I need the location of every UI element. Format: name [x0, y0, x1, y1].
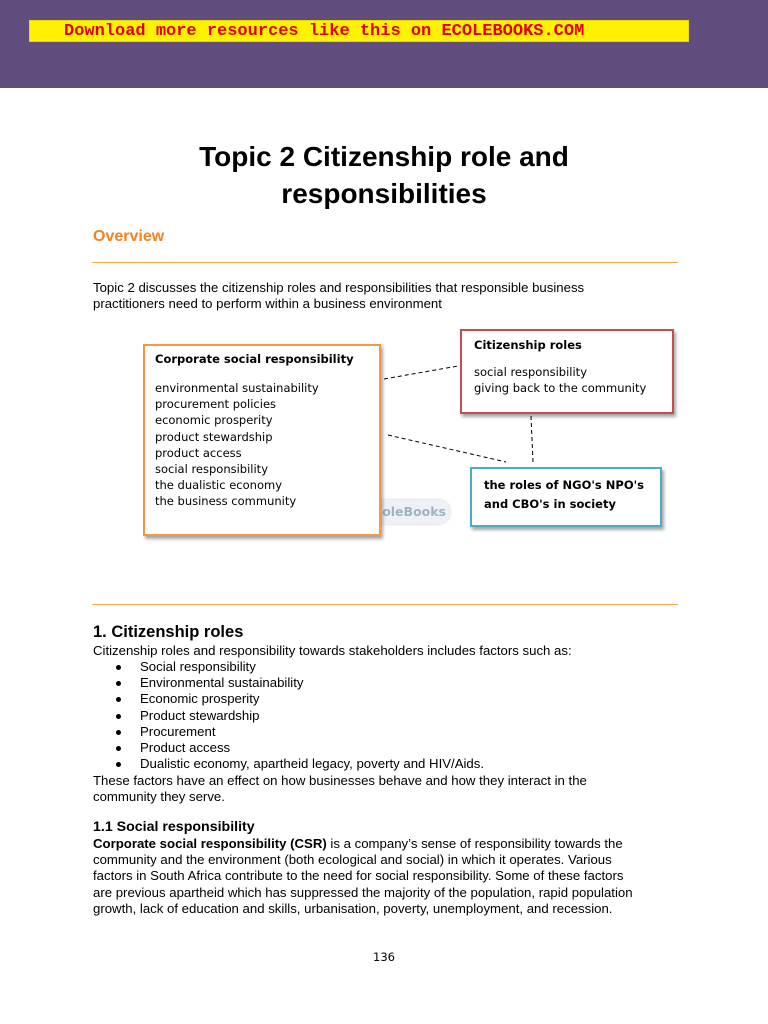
csr-item: social responsibility — [155, 462, 268, 477]
social-responsibility-heading: 1.1 Social responsibility — [93, 819, 255, 835]
csr-box — [143, 344, 381, 536]
citizenship-roles-heading: 1. Citizenship roles — [93, 623, 244, 641]
outro-line2: community they serve. — [93, 789, 225, 805]
list-item: Procurement — [93, 724, 484, 740]
citizenship-roles-item: giving back to the community — [474, 381, 647, 396]
connector-csr-ngo — [388, 435, 506, 462]
page-number: 136 — [373, 950, 395, 964]
overview-intro-line2: practitioners need to perform within a business environment — [93, 296, 442, 311]
csr-item: product access — [155, 445, 242, 460]
list-item: Economic prosperity — [93, 691, 484, 707]
overview-intro-line1: Topic 2 discusses the citizenship roles and responsibilities that responsible business — [93, 280, 585, 295]
csr-item: procurement policies — [155, 397, 277, 412]
list-item: Social responsibility — [93, 659, 484, 675]
csr-term: Corporate social responsibility (CSR) — [93, 836, 327, 851]
csr-item: the business community — [155, 494, 297, 509]
csr-box-title: Corporate social responsibility — [155, 352, 354, 366]
list-item: Product stewardship — [93, 708, 484, 724]
ecolebooks-watermark: oleBooks — [372, 500, 450, 524]
section-divider — [92, 604, 678, 605]
list-item: Environmental sustainability — [93, 675, 484, 691]
citizenship-factors-list — [93, 659, 484, 772]
ngo-roles-title-line2: and CBO's in society — [484, 497, 616, 511]
social-responsibility-paragraph — [93, 836, 683, 917]
paragraph-line3: factors in South Africa contribute to the need for social responsibility. Some of these factors — [93, 868, 624, 884]
paragraph-line1: is a company’s sense of responsibility towards the — [326, 836, 623, 851]
download-resources-link[interactable]: Download more resources like this on ECOLEBOOKS.COM — [29, 20, 689, 42]
csr-item: the dualistic economy — [155, 478, 282, 493]
connector-roles-ngo — [531, 416, 533, 462]
paragraph-line4: are previous apartheid which has suppressed the majority of the population, rapid population — [93, 884, 633, 900]
citizenship-roles-box — [460, 329, 674, 414]
paragraph-line2: community and the environment (both ecological and social) in which it operates. Various — [93, 852, 612, 868]
citizenship-roles-title: Citizenship roles — [474, 338, 582, 352]
citizenship-roles-intro: Citizenship roles and responsibility towards stakeholders includes factors such as: — [93, 643, 572, 658]
paragraph-line5: growth, lack of education and skills, urbanisation, poverty, unemployment, and recession. — [93, 900, 613, 916]
citizenship-roles-item: social responsibility — [474, 365, 587, 379]
list-item: Product access — [93, 740, 484, 756]
ngo-roles-title-line1: the roles of NGO's NPO's — [484, 478, 644, 492]
outro-line1: These factors have an effect on how businesses behave and how they interact in the — [93, 773, 587, 788]
csr-item: economic prosperity — [155, 413, 273, 428]
csr-item: product stewardship — [155, 429, 273, 444]
list-item: Dualistic economy, apartheid legacy, poverty and HIV/Aids. — [93, 756, 484, 772]
connector-csr-roles — [384, 366, 458, 379]
citizenship-roles-outro — [93, 773, 683, 805]
ngo-roles-box — [470, 467, 662, 527]
csr-item: environmental sustainability — [155, 381, 319, 395]
overview-heading: Overview — [93, 228, 165, 245]
page-title-line2: responsibilities — [281, 178, 487, 209]
page-title-line1: Topic 2 Citizenship role and — [199, 141, 569, 172]
